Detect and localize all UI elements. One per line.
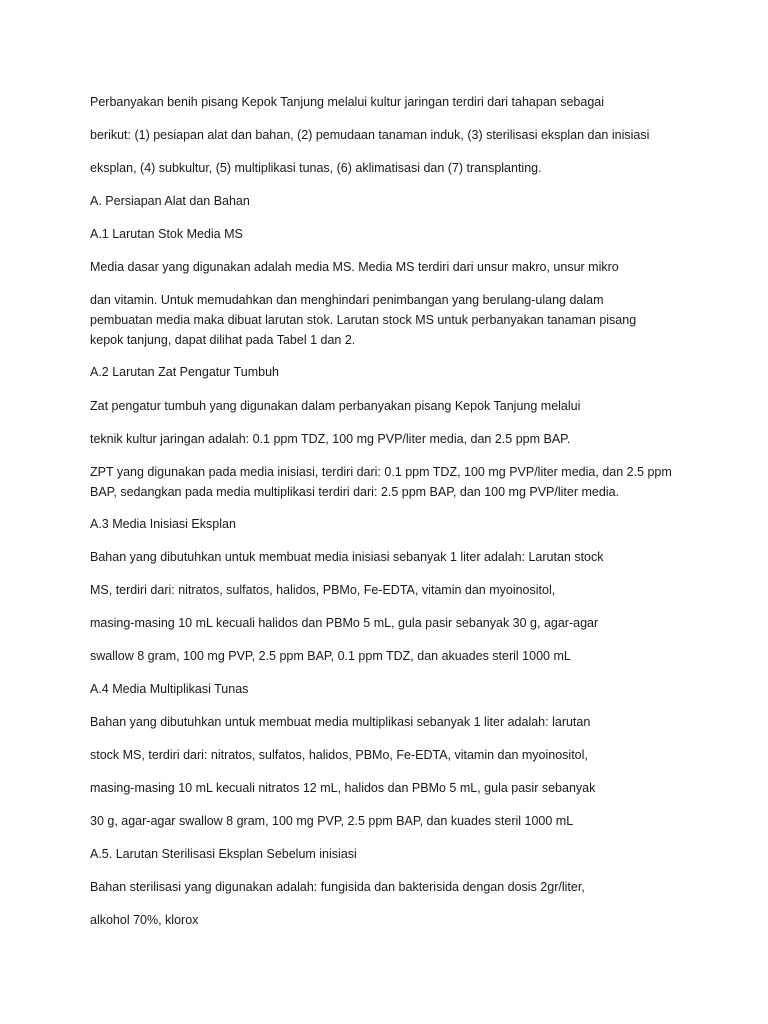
text-line: masing-masing 10 mL kecuali halidos dan PBMo 5 mL, gula pasir sebanyak 30 g, agar-agar bbox=[90, 616, 599, 630]
text-line: BAP, sedangkan pada media multiplikasi terdiri dari: 2.5 ppm BAP, dan 100 mg PVP/liter media. bbox=[90, 485, 619, 499]
text-line: MS, terdiri dari: nitratos, sulfatos, halidos, PBMo, Fe-EDTA, vitamin dan myoinositol, bbox=[90, 583, 556, 597]
subsection-heading: A.2 Larutan Zat Pengatur Tumbuh bbox=[90, 365, 280, 379]
text-line: Bahan yang dibutuhkan untuk membuat media multiplikasi sebanyak 1 liter adalah: larutan bbox=[90, 715, 591, 729]
text-line: Zat pengatur tumbuh yang digunakan dalam perbanyakan pisang Kepok Tanjung melalui bbox=[90, 399, 581, 413]
text-line: Media dasar yang digunakan adalah media MS. Media MS terdiri dari unsur makro, unsur mikro bbox=[90, 260, 619, 274]
text-line: swallow 8 gram, 100 mg PVP, 2.5 ppm BAP, 0.1 ppm TDZ, dan akuades steril 1000 mL bbox=[90, 649, 571, 663]
subsection-heading: A.3 Media Inisiasi Eksplan bbox=[90, 517, 236, 531]
text-line: ZPT yang digunakan pada media inisiasi, terdiri dari: 0.1 ppm TDZ, 100 mg PVP/liter media, dan 2.5 ppm bbox=[90, 465, 672, 479]
text-line: Bahan sterilisasi yang digunakan adalah: fungisida dan bakterisida dengan dosis 2gr/liter, bbox=[90, 880, 585, 894]
text-line: teknik kultur jaringan adalah: 0.1 ppm TDZ, 100 mg PVP/liter media, dan 2.5 ppm BAP. bbox=[90, 432, 571, 446]
text-line: berikut: (1) pesiapan alat dan bahan, (2) pemudaan tanaman induk, (3) sterilisasi eksplan dan inisiasi bbox=[90, 128, 650, 142]
text-line: 30 g, agar-agar swallow 8 gram, 100 mg PVP, 2.5 ppm BAP, dan kuades steril 1000 mL bbox=[90, 814, 574, 828]
section-heading: A. Persiapan Alat dan Bahan bbox=[90, 194, 250, 208]
text-line: stock MS, terdiri dari: nitratos, sulfatos, halidos, PBMo, Fe-EDTA, vitamin dan myoinositol, bbox=[90, 748, 588, 762]
text-line: pembuatan media maka dibuat larutan stok. Larutan stock MS untuk perbanyakan tanaman pisang bbox=[90, 313, 637, 327]
subsection-heading: A.1 Larutan Stok Media MS bbox=[90, 227, 243, 241]
text-line: dan vitamin. Untuk memudahkan dan menghindari penimbangan yang berulang-ulang dalam bbox=[90, 293, 604, 307]
text-line: kepok tanjung, dapat dilihat pada Tabel 1 dan 2. bbox=[90, 333, 356, 347]
text-line: Perbanyakan benih pisang Kepok Tanjung melalui kultur jaringan terdiri dari tahapan sebagai bbox=[90, 95, 605, 109]
text-line: masing-masing 10 mL kecuali nitratos 12 mL, halidos dan PBMo 5 mL, gula pasir sebanyak bbox=[90, 781, 596, 795]
text-line: eksplan, (4) subkultur, (5) multiplikasi tunas, (6) aklimatisasi dan (7) transplanting. bbox=[90, 161, 542, 175]
subsection-heading: A.4 Media Multiplikasi Tunas bbox=[90, 682, 249, 696]
text-line: alkohol 70%, klorox bbox=[90, 913, 199, 927]
subsection-heading: A.5. Larutan Sterilisasi Eksplan Sebelum inisiasi bbox=[90, 847, 357, 861]
text-line: Bahan yang dibutuhkan untuk membuat media inisiasi sebanyak 1 liter adalah: Larutan stock bbox=[90, 550, 604, 564]
